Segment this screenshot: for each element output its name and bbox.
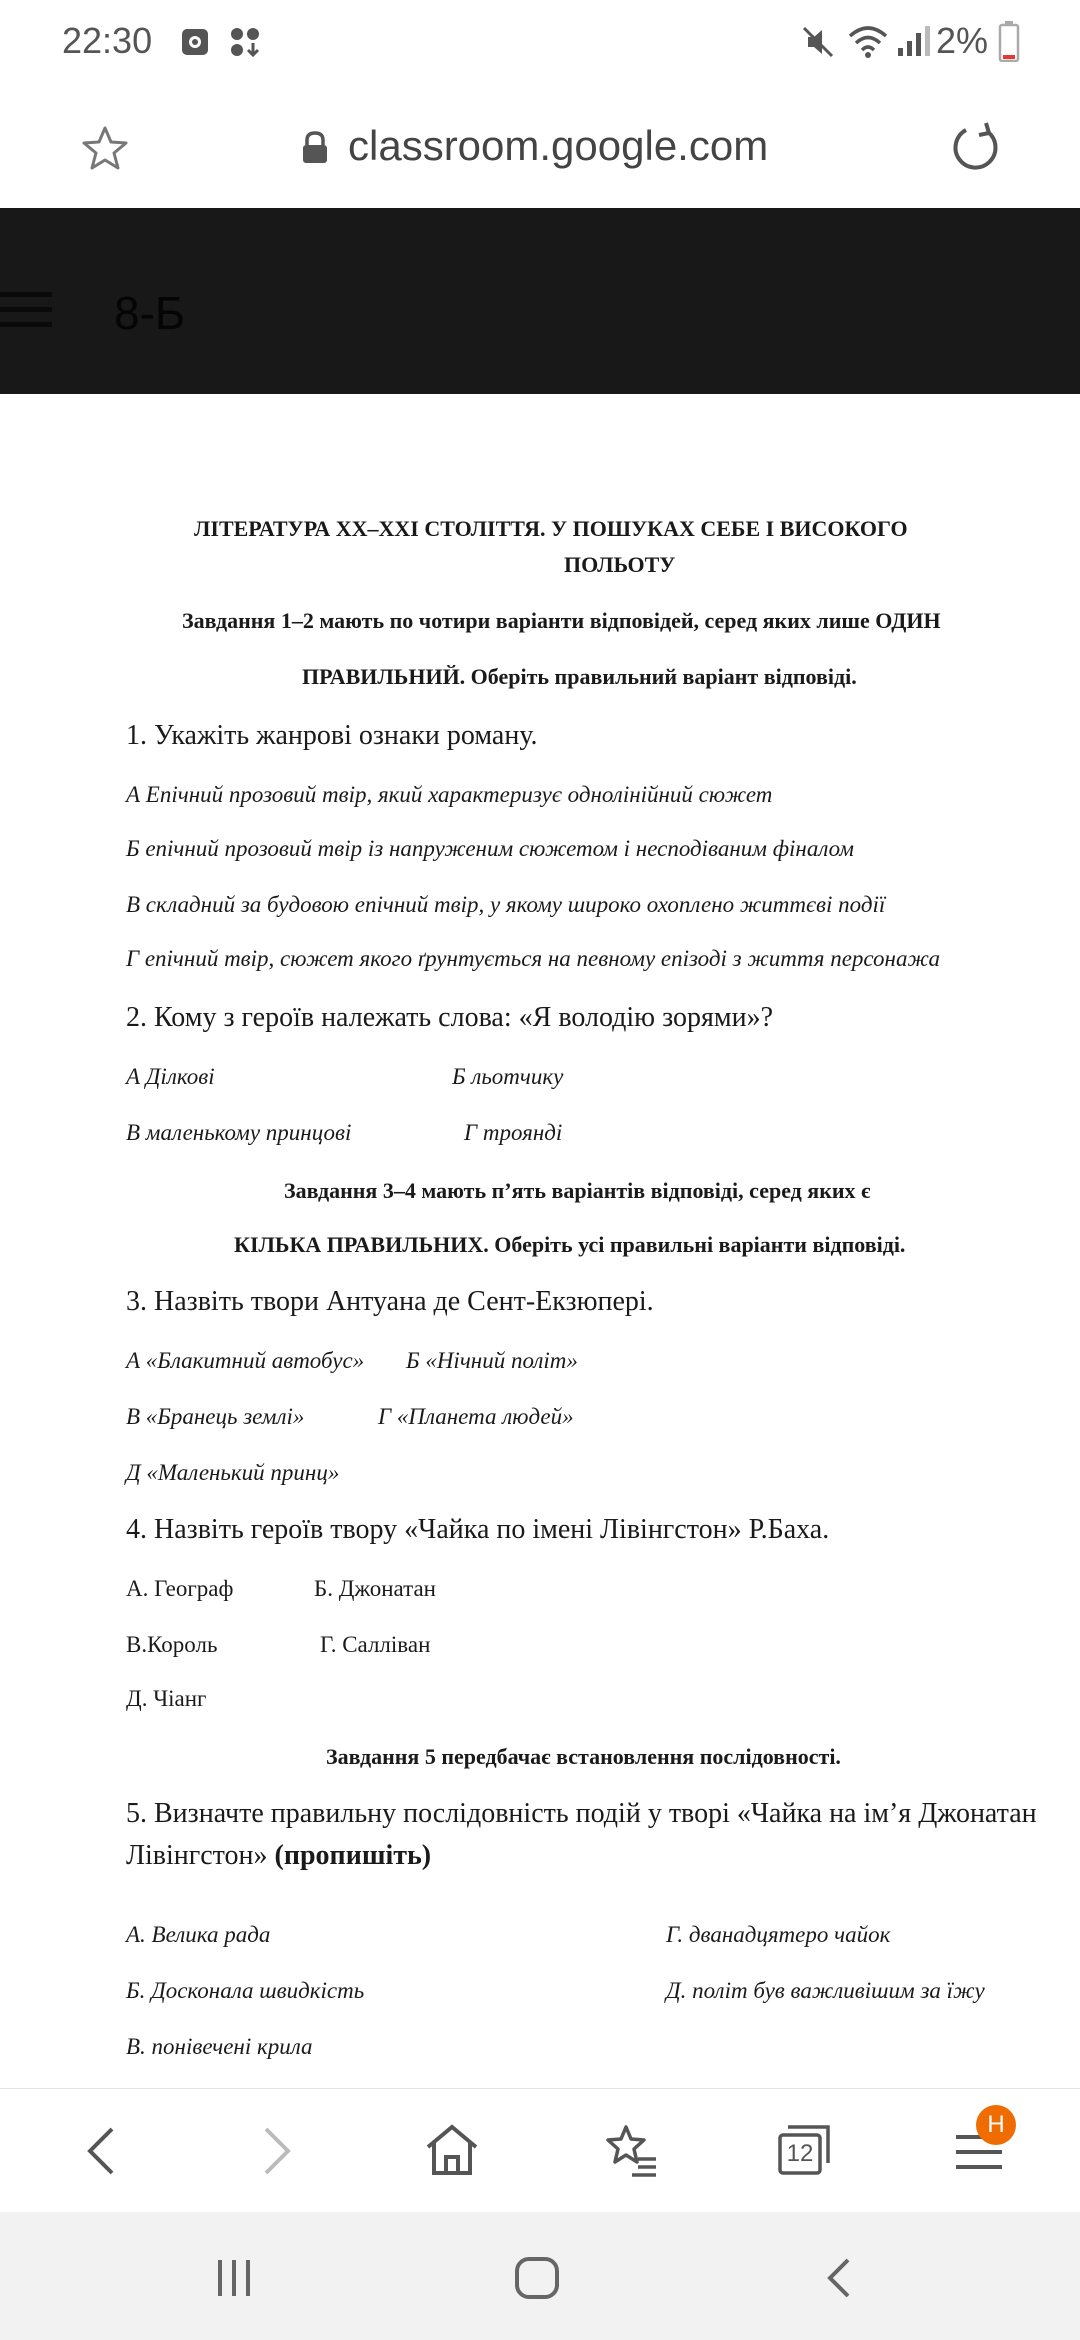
url-text[interactable]: classroom.google.com — [348, 122, 769, 169]
question-5-line2-text: Лівінгстон» — [126, 1840, 275, 1871]
lock-icon — [300, 130, 330, 166]
question-3: 3. Назвіть твори Антуана де Сент-Екзюпері. — [126, 1286, 654, 1317]
q4-option-a: А. Географ — [126, 1576, 234, 1601]
system-back-icon[interactable] — [822, 2256, 854, 2300]
question-2: 2. Кому з героїв належать слова: «Я володію зорями»? — [126, 1002, 773, 1033]
q2-option-b: Б льотчику — [452, 1064, 564, 1089]
q5-option-a: А. Велика рада — [126, 1922, 271, 1947]
menu-badge — [976, 2105, 1016, 2145]
mute-icon — [800, 24, 836, 60]
q3-option-e: Д «Маленький принц» — [126, 1460, 340, 1485]
tabs-button[interactable] — [776, 2123, 832, 2177]
battery-percent: 2% — [936, 20, 989, 61]
home-button-icon[interactable] — [514, 2256, 560, 2300]
recent-apps-icon[interactable] — [214, 2258, 254, 2298]
back-icon[interactable] — [82, 2125, 122, 2177]
q3-option-c: В «Бранець землі» — [126, 1404, 305, 1429]
download-icon — [228, 25, 262, 59]
signal-icon — [896, 24, 932, 58]
menu-badge-text: H — [987, 2111, 1005, 2138]
recording-icon — [180, 27, 210, 57]
q1-option-a: А Епічний прозовий твір, який характеризує однолінійний сюжет — [126, 782, 773, 807]
question-5-line2 — [126, 1840, 431, 1872]
wifi-icon — [846, 22, 890, 60]
forward-icon[interactable] — [256, 2125, 296, 2177]
q1-option-d: Г епічний твір, сюжет якого ґрунтується на певному епізоді з життя персонажа — [126, 946, 941, 971]
question-5-line1: 5. Визначте правильну послідовність подій у творі «Чайка на ім’я Джонатан — [126, 1798, 1037, 1829]
q1-option-b: Б епічний прозовий твір із напруженим сюжетом і несподіваним фіналом — [126, 836, 854, 861]
q1-option-c: В складний за будовою епічний твір, у якому широко охоплено життєві події — [126, 892, 886, 917]
instruction-3: Завдання 5 передбачає встановлення послідовності. — [326, 1744, 841, 1769]
q5-option-d: Г. дванадцятеро чайок — [666, 1922, 891, 1947]
assignment-document — [0, 394, 1080, 2088]
tabs-count: 12 — [786, 2140, 814, 2167]
question-4: 4. Назвіть героїв твору «Чайка по імені Лівінгстон» Р.Баха. — [126, 1514, 830, 1545]
q4-option-b: Б. Джонатан — [314, 1576, 436, 1601]
doc-title-line1: ЛІТЕРАТУРА XX–XXI СТОЛІТТЯ. У ПОШУКАХ СЕБЕ І ВИСОКОГО — [194, 516, 908, 541]
instruction-2-line1: Завдання 3–4 мають п’ять варіантів відповіді, серед яких є — [284, 1178, 871, 1203]
hamburger-menu-icon[interactable] — [0, 290, 52, 330]
q2-option-d: Г троянді — [464, 1120, 563, 1145]
q4-option-c: В.Король — [126, 1632, 218, 1657]
status-time: 22:30 — [62, 20, 153, 61]
system-nav-bar — [0, 2212, 1080, 2340]
battery-icon — [998, 20, 1020, 62]
doc-title-line2: ПОЛЬОТУ — [564, 552, 676, 577]
bookmarks-icon[interactable] — [602, 2123, 658, 2177]
q3-option-b: Б «Нічний політ» — [406, 1348, 578, 1373]
q4-option-e: Д. Чіанг — [126, 1686, 207, 1711]
question-1: 1. Укажіть жанрові ознаки роману. — [126, 720, 538, 751]
q2-option-c: В маленькому принцові — [126, 1120, 352, 1145]
reload-icon[interactable] — [948, 120, 1002, 174]
class-name: 8-Б — [114, 287, 186, 339]
bookmark-star-icon[interactable] — [80, 124, 130, 174]
home-icon[interactable] — [424, 2123, 480, 2177]
q3-option-d: Г «Планета людей» — [378, 1404, 574, 1429]
q2-option-a: А Ділкові — [126, 1064, 215, 1089]
instruction-1-line1: Завдання 1–2 мають по чотири варіанти відповідей, серед яких лише ОДИН — [182, 608, 941, 633]
url-bar — [0, 90, 1080, 208]
question-5-note: (пропишіть) — [274, 1840, 432, 1871]
classroom-header — [0, 208, 1080, 394]
status-bar — [0, 0, 1080, 90]
q3-option-a: А «Блакитний автобус» — [126, 1348, 365, 1373]
q4-option-d: Г. Салліван — [320, 1632, 431, 1657]
q5-option-b: Б. Досконала швидкість — [126, 1978, 365, 2003]
instruction-1-line2: ПРАВИЛЬНИЙ. Оберіть правильний варіант відповіді. — [302, 664, 857, 689]
q5-option-e: Д. політ був важливішим за їжу — [666, 1978, 985, 2003]
q5-option-c: В. понівечені крила — [126, 2034, 313, 2059]
browser-bottom-bar — [0, 2088, 1080, 2213]
instruction-2-line2: КІЛЬКА ПРАВИЛЬНИХ. Оберіть усі правильні варіанти відповіді. — [234, 1232, 906, 1257]
